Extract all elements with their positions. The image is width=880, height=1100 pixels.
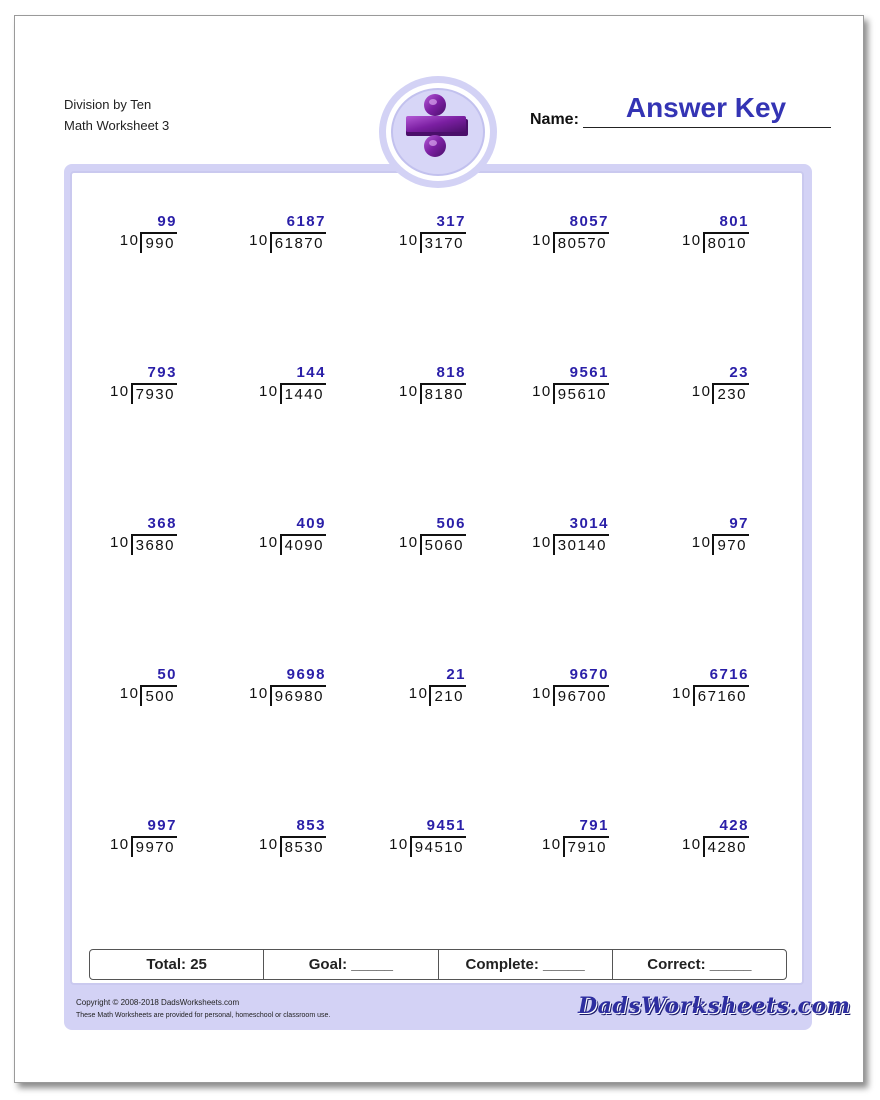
dividend: 94510: [410, 836, 466, 857]
dividend: 9970: [131, 836, 177, 857]
division-problem: [206, 364, 326, 404]
division-problem: [346, 213, 466, 253]
dividend: 67160: [693, 685, 749, 706]
divisor: 10: [389, 836, 409, 853]
quotient-answer: 997: [147, 817, 177, 834]
problems-panel: [70, 171, 804, 985]
quotient-answer: 853: [296, 817, 326, 834]
division-problem: [346, 364, 466, 404]
divisor: 10: [532, 685, 552, 702]
quotient-answer: 9670: [569, 666, 609, 683]
total-cell: Total: 25: [90, 950, 264, 979]
dividend: 970: [712, 534, 749, 555]
answer-key-label: Answer Key: [625, 92, 787, 123]
division-problem: [346, 666, 466, 706]
score-table: [89, 949, 787, 980]
quotient-answer: 368: [147, 515, 177, 532]
divisor: 10: [398, 534, 419, 551]
dividend: 80570: [553, 232, 609, 253]
dividend: 3680: [131, 534, 177, 555]
division-problem: [489, 364, 609, 404]
dividend: 4280: [703, 836, 749, 857]
dividend: 7930: [131, 383, 177, 404]
dividend: 30140: [553, 534, 609, 555]
division-problem: [206, 666, 326, 706]
quotient-answer: 9698: [286, 666, 326, 683]
division-problem: [57, 213, 177, 253]
divisor: 10: [691, 383, 712, 400]
divisor: 10: [258, 383, 279, 400]
divisor: 10: [408, 685, 429, 702]
complete-cell[interactable]: Complete: _____: [439, 950, 613, 979]
quotient-answer: 506: [436, 515, 466, 532]
quotient-answer: 9451: [426, 817, 466, 834]
quotient-answer: 23: [729, 364, 749, 381]
quotient-answer: 791: [579, 817, 609, 834]
dividend: 4090: [280, 534, 326, 555]
division-problem: [629, 364, 749, 404]
quotient-answer: 409: [296, 515, 326, 532]
quotient-answer: 6716: [709, 666, 749, 683]
division-problem: [489, 213, 609, 253]
division-problem: [57, 364, 177, 404]
dividend: 8010: [703, 232, 749, 253]
dividend: 96700: [553, 685, 609, 706]
divisor: 10: [532, 383, 552, 400]
division-problem: [57, 515, 177, 555]
quotient-answer: 8057: [569, 213, 609, 230]
dividend: 96980: [270, 685, 326, 706]
worksheet-subtitle: Math Worksheet 3: [64, 118, 170, 133]
division-problem: [489, 666, 609, 706]
divisor: 10: [681, 232, 702, 249]
quotient-answer: 50: [157, 666, 177, 683]
worksheet-title: Division by Ten: [64, 97, 152, 112]
division-problem: [629, 817, 749, 857]
divisor: 10: [119, 232, 140, 249]
divisor: 10: [258, 534, 279, 551]
division-problem: [57, 666, 177, 706]
division-problem: [489, 817, 609, 857]
name-label: Name:: [530, 111, 579, 128]
dividend: 1440: [280, 383, 326, 404]
divisor: 10: [532, 534, 552, 551]
dividend: 95610: [553, 383, 609, 404]
divisor: 10: [109, 383, 130, 400]
quotient-answer: 3014: [569, 515, 609, 532]
quotient-answer: 801: [719, 213, 749, 230]
division-symbol-icon: [398, 88, 478, 172]
division-problem: [57, 817, 177, 857]
quotient-answer: 428: [719, 817, 749, 834]
quotient-answer: 6187: [286, 213, 326, 230]
division-problem: [629, 666, 749, 706]
quotient-answer: 793: [147, 364, 177, 381]
copyright-text: Copyright © 2008-2018 DadsWorksheets.com: [76, 998, 240, 1007]
dividend: 8180: [420, 383, 466, 404]
dividend: 500: [140, 685, 177, 706]
quotient-answer: 144: [296, 364, 326, 381]
division-problem: [206, 213, 326, 253]
goal-cell[interactable]: Goal: _____: [264, 950, 438, 979]
quotient-answer: 9561: [569, 364, 609, 381]
dividend: 230: [712, 383, 749, 404]
divisor: 10: [249, 232, 269, 249]
division-problem: [346, 817, 466, 857]
division-problem: [346, 515, 466, 555]
brand-logo[interactable]: DadsWorksheets.com: [578, 993, 851, 1019]
divisor: 10: [541, 836, 562, 853]
divisor: 10: [109, 836, 130, 853]
divisor: 10: [249, 685, 269, 702]
usage-notice: These Math Worksheets are provided for personal, homeschool or classroom use.: [76, 1012, 331, 1019]
dividend: 210: [429, 685, 466, 706]
dividend: 5060: [420, 534, 466, 555]
divisor: 10: [672, 685, 692, 702]
quotient-answer: 21: [446, 666, 466, 683]
divisor: 10: [681, 836, 702, 853]
dividend: 3170: [420, 232, 466, 253]
division-problem: [206, 817, 326, 857]
divisor: 10: [398, 232, 419, 249]
quotient-answer: 818: [436, 364, 466, 381]
dividend: 7910: [563, 836, 609, 857]
dividend: 8530: [280, 836, 326, 857]
division-problem: [206, 515, 326, 555]
divisor: 10: [691, 534, 712, 551]
dividend: 990: [140, 232, 177, 253]
division-problem: [489, 515, 609, 555]
quotient-answer: 317: [436, 213, 466, 230]
divisor: 10: [258, 836, 279, 853]
dividend: 61870: [270, 232, 326, 253]
divisor: 10: [532, 232, 552, 249]
correct-cell[interactable]: Correct: _____: [647, 956, 752, 973]
division-problem: [629, 515, 749, 555]
quotient-answer: 99: [157, 213, 177, 230]
quotient-answer: 97: [729, 515, 749, 532]
division-problem: [629, 213, 749, 253]
divisor: 10: [119, 685, 140, 702]
name-field[interactable]: [583, 127, 831, 128]
divisor: 10: [109, 534, 130, 551]
divisor: 10: [398, 383, 419, 400]
